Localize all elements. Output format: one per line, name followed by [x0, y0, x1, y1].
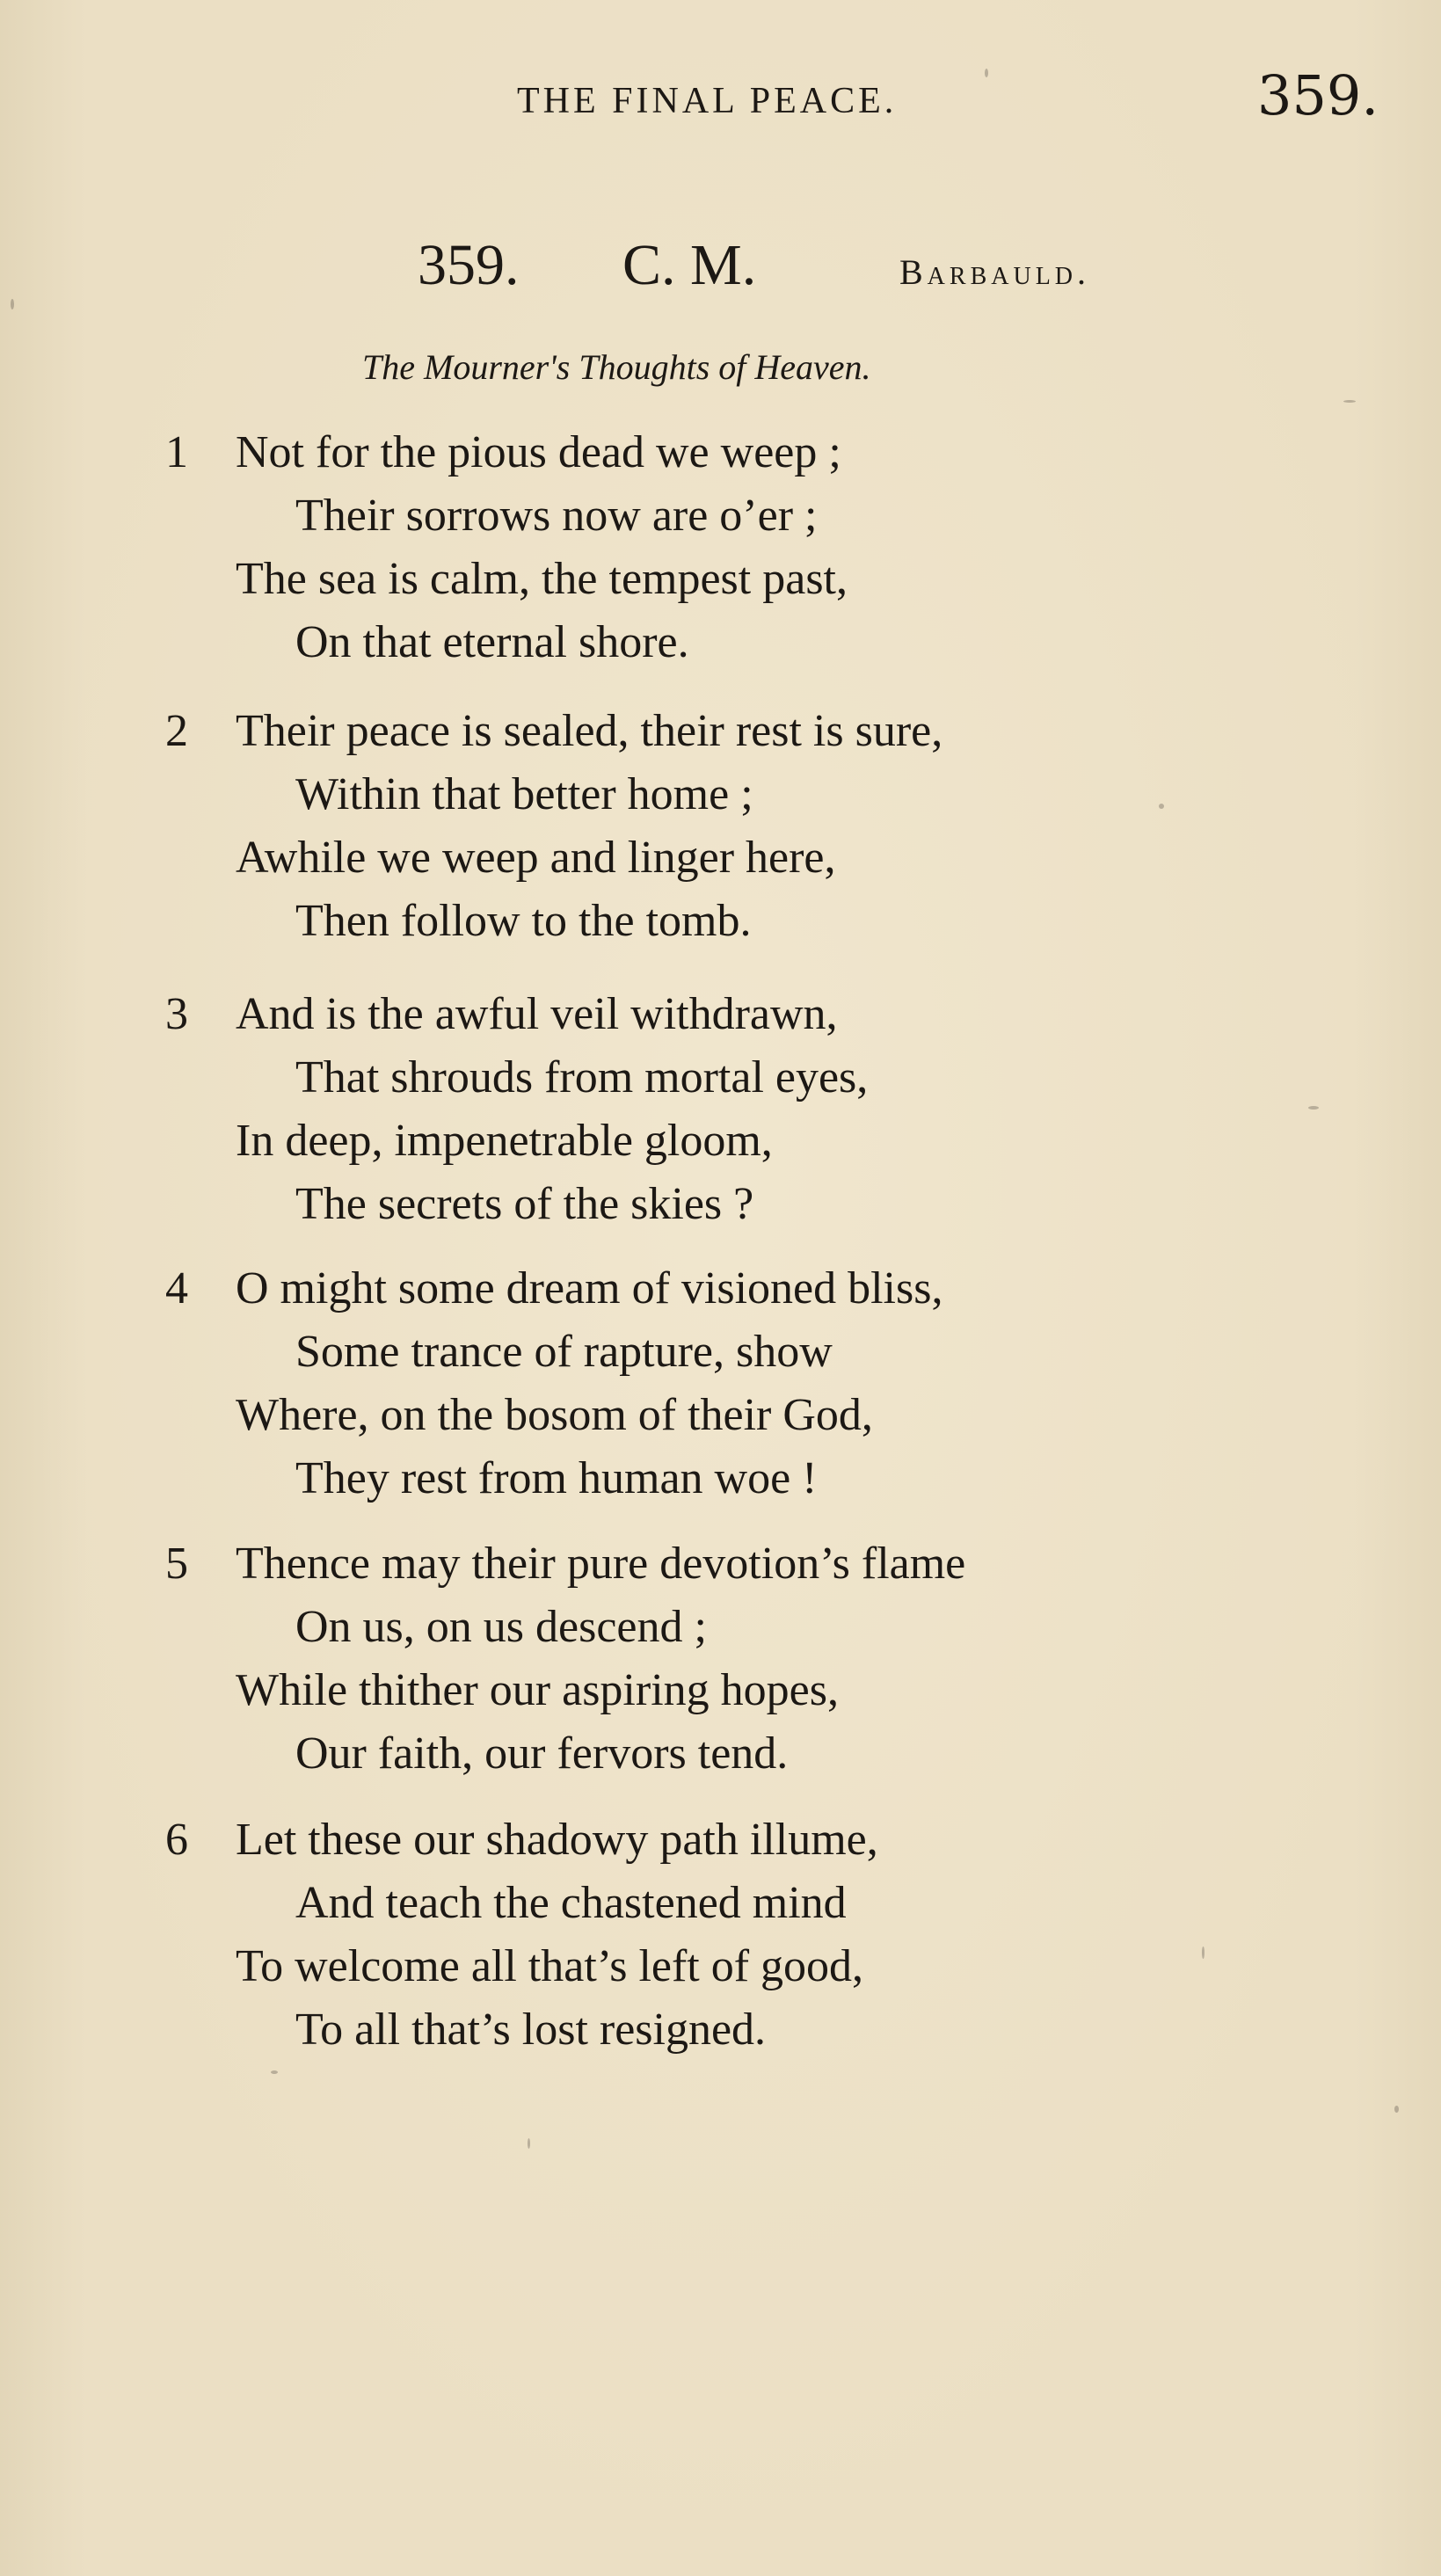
verse-line — [165, 1596, 1308, 1659]
verse-line-text: Then follow to the tomb. — [295, 896, 752, 946]
verse-line-text: That shrouds from mortal eyes, — [295, 1052, 869, 1102]
paper-speck — [1343, 400, 1356, 403]
stanza — [165, 1257, 1308, 1510]
verse-line-text: The secrets of the skies ? — [295, 1179, 754, 1229]
verse-line-text: And teach the chastened mind — [295, 1878, 847, 1928]
paper-speck — [1159, 804, 1164, 809]
verse-line — [165, 700, 1308, 763]
hymn-header — [418, 230, 1209, 301]
running-head: THE FINAL PEACE. — [517, 81, 898, 121]
hymn-meter: C. M. — [622, 233, 757, 297]
paper-speck — [1202, 1947, 1204, 1959]
stanza — [165, 1532, 1308, 1786]
stanza-number: 6 — [165, 1815, 188, 1865]
verse-line — [165, 1532, 1308, 1596]
verse-line-text: Not for the pious dead we weep ; — [236, 427, 841, 477]
hymn-author: Barbauld. — [899, 252, 1091, 292]
verse-line-text: Where, on the bosom of their God, — [236, 1390, 873, 1440]
stanza-number: 2 — [165, 706, 188, 756]
verse-line-text: On us, on us descend ; — [295, 1602, 707, 1652]
verse-line-text: O might some dream of visioned bliss, — [236, 1263, 943, 1313]
verse-line — [165, 1808, 1308, 1872]
verse-line — [165, 1872, 1308, 1935]
verse-line-text: Let these our shadowy path illume, — [236, 1815, 878, 1865]
verse-line — [165, 611, 1308, 674]
verse-line-text: The sea is calm, the tempest past, — [236, 554, 848, 604]
stanza-number: 5 — [165, 1539, 188, 1589]
paper-speck — [271, 2070, 278, 2074]
verse-line-text: On that eternal shore. — [295, 617, 689, 667]
verse-line — [165, 1173, 1308, 1236]
paper-speck — [528, 2138, 530, 2149]
page-number: 359. — [1257, 63, 1379, 127]
verse-line — [165, 548, 1308, 611]
stanza-number: 4 — [165, 1263, 188, 1313]
verse-line — [165, 1998, 1308, 2062]
stanza — [165, 421, 1308, 674]
paper-speck — [1308, 1106, 1319, 1110]
verse-line-text: They rest from human woe ! — [295, 1453, 818, 1503]
verse-line-text: Their peace is sealed, their rest is sure, — [236, 706, 943, 756]
verse-line — [165, 1110, 1308, 1173]
verse-line — [165, 1257, 1308, 1321]
verse-line-text: In deep, impenetrable gloom, — [236, 1116, 773, 1166]
verse-line — [165, 1321, 1308, 1384]
verse-line-text: Within that better home ; — [295, 769, 753, 819]
verse-line-text: To all that’s lost resigned. — [295, 2005, 767, 2055]
stanza — [165, 700, 1308, 953]
verse-line — [165, 421, 1308, 484]
hymn-title: The Mourner's Thoughts of Heaven. — [362, 347, 871, 387]
verse-line-text: While thither our aspiring hopes, — [236, 1665, 839, 1715]
stanza-number: 3 — [165, 989, 188, 1039]
verse-line-text: Our faith, our fervors tend. — [295, 1728, 789, 1779]
verse-line — [165, 1447, 1308, 1510]
paper-speck — [1394, 2106, 1399, 2113]
verse-line — [165, 1046, 1308, 1110]
verse-line — [165, 763, 1308, 826]
verse-line — [165, 890, 1308, 953]
hymn-number: 359. — [418, 233, 520, 297]
verse-line — [165, 1384, 1308, 1447]
verse-line — [165, 826, 1308, 890]
verse-line-text: Awhile we weep and linger here, — [236, 833, 836, 883]
stanza — [165, 983, 1308, 1236]
verse-line-text: Their sorrows now are o’er ; — [295, 491, 818, 541]
verse-line — [165, 1935, 1308, 1998]
verse-line-text: Thence may their pure devotion’s flame — [236, 1539, 966, 1589]
verse-line-text: To welcome all that’s left of good, — [236, 1941, 864, 1991]
verse-line — [165, 484, 1308, 548]
verse-line-text: And is the awful veil withdrawn, — [236, 989, 838, 1039]
verse-line-text: Some trance of rapture, show — [295, 1327, 833, 1377]
verse-line — [165, 983, 1308, 1046]
verse-line — [165, 1659, 1308, 1722]
stanza — [165, 1808, 1308, 2062]
verse-line — [165, 1722, 1308, 1786]
stanza-number: 1 — [165, 427, 188, 477]
paper-speck — [11, 299, 14, 309]
paper-speck — [985, 69, 988, 77]
